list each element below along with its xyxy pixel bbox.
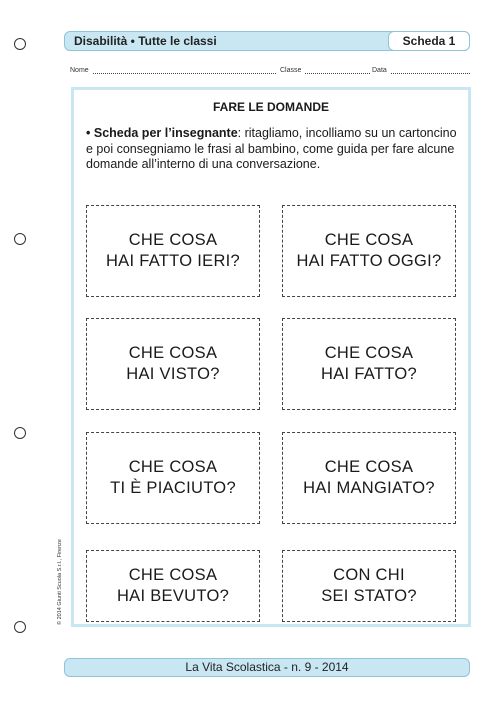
question-line-1: CHE COSA [324, 231, 414, 249]
date-field[interactable] [372, 66, 470, 74]
name-label: Nome [70, 67, 89, 74]
name-field[interactable] [70, 66, 276, 74]
question-card [86, 318, 260, 410]
question-card [86, 432, 260, 524]
class-line [305, 66, 370, 74]
question-card [282, 432, 456, 524]
intro-bold: Scheda per l’insegnante [93, 126, 238, 140]
question-card [282, 205, 456, 297]
intro-text: : ritagliamo, incolliamo su un cartoncino e poi consegniamo le frasi al bambino, come guida per fare alcune domande all’interno di una conversazione. [86, 126, 457, 171]
question-line-2: HAI VISTO? [126, 365, 220, 383]
question-line-1: CHE COSA [128, 458, 218, 476]
teacher-instructions [86, 126, 458, 173]
question-line-1: CHE COSA [324, 458, 414, 476]
worksheet-card [71, 87, 471, 627]
question-line-2: HAI FATTO? [321, 365, 417, 383]
question-line-1: CHE COSA [128, 231, 218, 249]
question-line-2: HAI FATTO IERI? [105, 252, 241, 270]
binder-hole-3 [14, 427, 26, 439]
question-line-1: CHE COSA [324, 344, 414, 362]
question-line-1: CHE COSA [128, 344, 218, 362]
question-line-1: CHE COSA [128, 566, 218, 584]
question-line-2: TI È PIACIUTO? [110, 479, 236, 497]
question-card [86, 550, 260, 622]
header-category: Disabilità • Tutte le classi [74, 34, 217, 48]
copyright-notice: © 2014 Giunti Scuola S.r.l., Firenze [57, 539, 63, 625]
question-card [282, 318, 456, 410]
binder-hole-1 [14, 38, 26, 50]
question-line-1: CON CHI [333, 566, 405, 584]
binder-hole-2 [14, 233, 26, 245]
footer-bar: La Vita Scolastica - n. 9 - 2014 [64, 658, 470, 677]
question-line-2: SEI STATO? [321, 587, 417, 605]
date-line [391, 66, 470, 74]
sheet-tab: Scheda 1 [388, 31, 470, 51]
header-bar [64, 31, 470, 51]
student-fields [70, 66, 470, 80]
name-line [93, 66, 276, 74]
class-label: Classe [280, 67, 302, 74]
question-line-2: HAI MANGIATO? [303, 479, 435, 497]
question-card [282, 550, 456, 622]
worksheet-title: FARE LE DOMANDE [212, 100, 329, 114]
date-label: Data [372, 67, 387, 74]
class-field[interactable] [280, 66, 370, 74]
intro-bullet: • [86, 126, 91, 140]
binder-hole-4 [14, 621, 26, 633]
question-line-2: HAI FATTO OGGI? [296, 252, 442, 270]
question-card [86, 205, 260, 297]
question-line-2: HAI BEVUTO? [116, 587, 230, 605]
